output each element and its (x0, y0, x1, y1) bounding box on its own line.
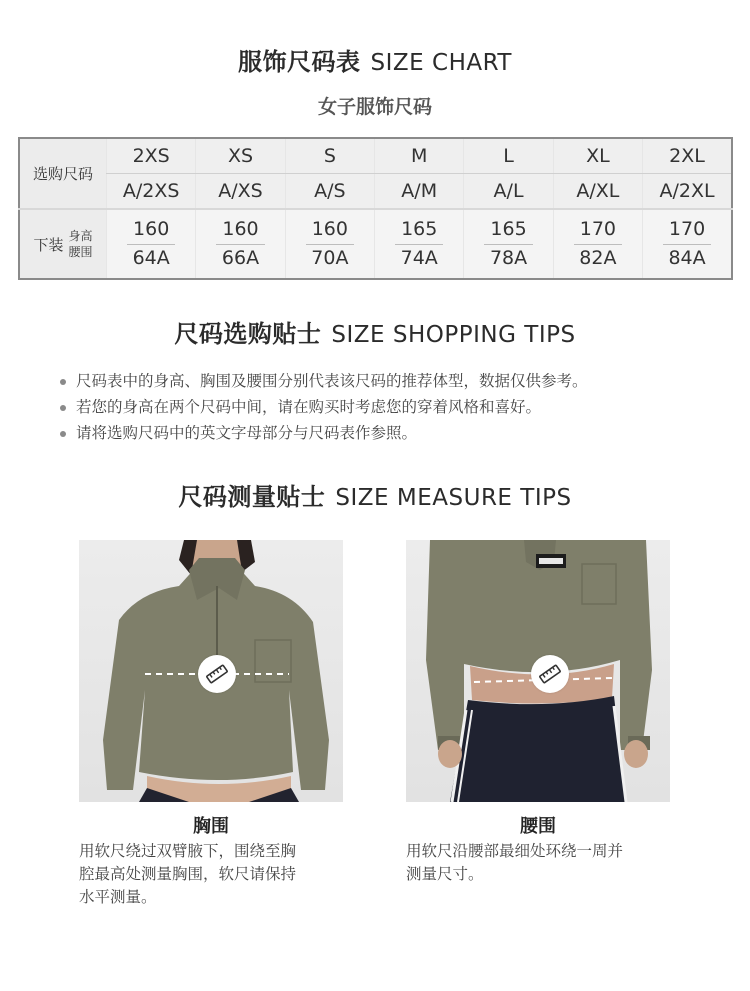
waist-caption-title: 腰围 (520, 816, 556, 837)
alt-size-cell: A/M (375, 174, 464, 210)
chest-caption-line: 用软尺绕过双臂腋下，围绕至胸 (79, 842, 297, 860)
lower-label-waist: 腰围 (68, 245, 93, 259)
size-cell: M (375, 138, 464, 174)
waist-caption-line: 用软尺沿腰部最细处环绕一周并 (406, 842, 624, 860)
size-cell: S (285, 138, 374, 174)
chest-caption-line: 水平测量。 (79, 888, 157, 906)
shopping-tips-title-cn: 尺码选购贴士 (174, 320, 322, 348)
ruler-icon (198, 655, 236, 693)
chest-measure-photo (79, 540, 343, 802)
size-cell: XL (553, 138, 642, 174)
list-item: 尺码表中的身高、胸围及腰围分别代表该尺码的推荐体型，数据仅供参考。 (58, 368, 588, 394)
lower-cell (107, 209, 196, 279)
height-value: 160 (216, 218, 264, 245)
height-value: 160 (306, 218, 354, 245)
lower-cell (553, 209, 642, 279)
lower-cell (196, 209, 285, 279)
shopping-tips-title (0, 314, 750, 349)
waist-value: 82A (579, 246, 617, 269)
shopping-tips-title-en: SIZE SHOPPING TIPS (331, 322, 576, 348)
waist-value: 66A (221, 246, 260, 269)
lower-label-main: 下装 (33, 235, 64, 254)
lower-cell (464, 209, 553, 279)
alt-size-cell: A/XS (196, 174, 285, 210)
waist-measure-photo (406, 540, 670, 802)
waist-caption-text (406, 840, 696, 886)
height-value: 170 (663, 218, 711, 245)
waist-value: 78A (489, 246, 528, 269)
height-value: 160 (127, 218, 175, 245)
waist-value: 84A (668, 246, 706, 269)
lower-cell (285, 209, 374, 279)
alt-size-cell: A/2XL (643, 174, 732, 210)
size-cell: XS (196, 138, 285, 174)
size-chart-title (0, 42, 750, 77)
table-row-alt-size (19, 174, 732, 210)
waist-caption-line: 测量尺寸。 (406, 865, 484, 883)
lower-cell (375, 209, 464, 279)
chest-caption-title: 胸围 (193, 816, 229, 837)
size-chart-title-en: SIZE CHART (370, 50, 512, 76)
height-value: 165 (395, 218, 443, 245)
size-cell: L (464, 138, 553, 174)
alt-size-cell: A/S (285, 174, 374, 210)
list-item: 若您的身高在两个尺码中间，请在购买时考虑您的穿着风格和喜好。 (58, 394, 588, 420)
size-chart-title-cn: 服饰尺码表 (238, 48, 361, 76)
measure-tips-title-cn: 尺码测量贴士 (178, 483, 326, 511)
waist-value: 74A (400, 246, 438, 269)
table-row-size (19, 138, 732, 174)
row-label-size: 选购尺码 (19, 138, 107, 209)
table-row-lower (19, 209, 732, 279)
chest-caption-line: 腔最高处测量胸围，软尺请保持 (79, 865, 297, 883)
lower-cell (643, 209, 732, 279)
size-cell: 2XS (107, 138, 196, 174)
alt-size-cell: A/L (464, 174, 553, 210)
lower-label-height: 身高 (68, 228, 93, 243)
alt-size-cell: A/XL (553, 174, 642, 210)
alt-size-cell: A/2XS (107, 174, 196, 210)
height-value: 170 (574, 218, 622, 245)
ruler-icon (531, 655, 569, 693)
chest-caption-text (79, 840, 359, 909)
shopping-tips-list (58, 368, 588, 446)
measure-tips-title-en: SIZE MEASURE TIPS (335, 485, 572, 511)
list-item: 请将选购尺码中的英文字母部分与尺码表作参照。 (58, 420, 588, 446)
row-label-lower (19, 209, 107, 279)
size-table (18, 137, 733, 280)
measure-tips-title (0, 477, 750, 512)
waist-value: 64A (132, 246, 170, 269)
size-cell: 2XL (643, 138, 732, 174)
height-value: 165 (484, 218, 532, 245)
size-chart-subtitle: 女子服饰尺码 (317, 96, 432, 118)
waist-value: 70A (311, 246, 349, 269)
